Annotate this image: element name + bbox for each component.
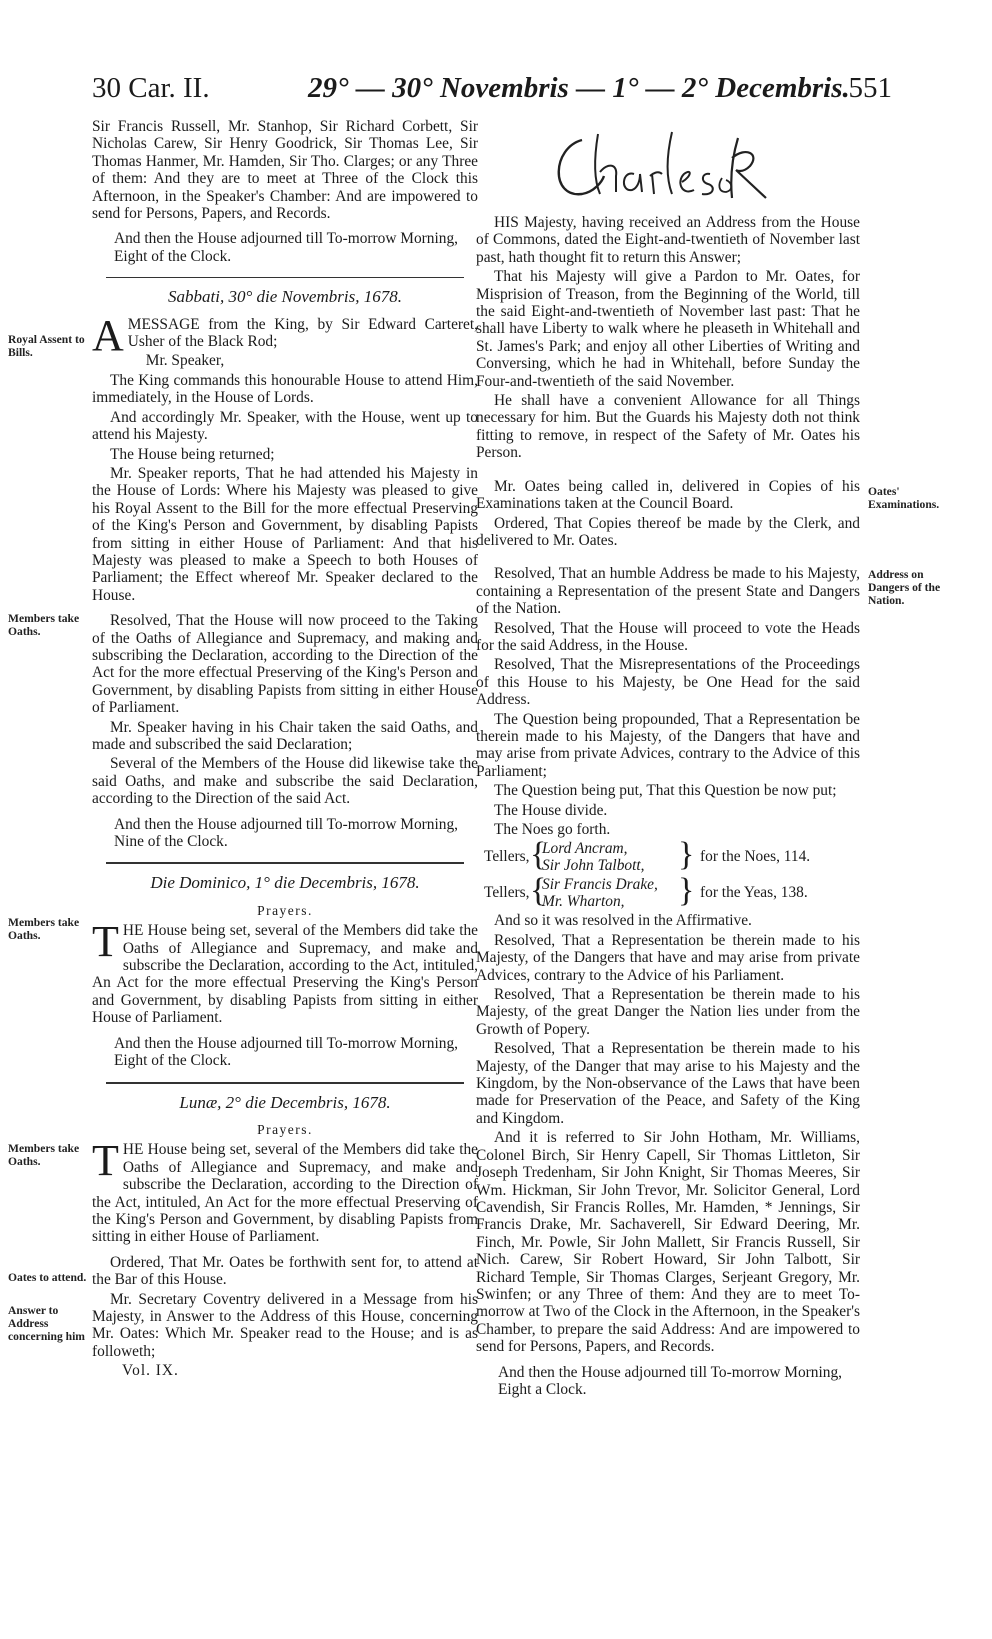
right-brace: } [678, 836, 695, 874]
paragraph: The Question being put, That this Question be now put; [494, 782, 837, 800]
adjournment: And then the House adjourned till To-morrow Morning, Eight of the Clock. [114, 230, 459, 265]
paragraph: Ordered, That Copies thereof be made by the Clerk, and delivered to Mr. Oates. [476, 514, 860, 549]
sitting-date: Sabbati, 30° die Novembris, 1678. [168, 287, 402, 307]
section-divider [106, 862, 464, 864]
left-brace: { [530, 836, 547, 874]
paragraph: Resolved, That a Representation be therein made to his Majesty, of the Dangers that have and may arise from private Advices, contrary to the Advice of his Parliament. [476, 931, 860, 984]
margin-note-members-oaths: Members take Oaths. [8, 916, 80, 942]
tellers-noes [476, 836, 860, 875]
drop-cap: A [92, 310, 124, 360]
sitting-date: Die Dominico, 1° die Decembris, 1678. [150, 873, 420, 893]
paragraph: That his Majesty will give a Pardon to Mr. Oates, for Misprision of Treason, from the Beginning of the World, till the said Eight-and-twentieth of November last past: That he shall have Liberty to walk where he pleaseth in Whitehall and St. James's Park; and enjoy all other Liberties of Writing and Conversing, which he had in Whitehall, before Sunday the Four-and-twentieth of the said November. [476, 268, 860, 390]
section-divider [106, 277, 464, 278]
prayers-heading: Prayers. [257, 902, 313, 918]
left-column [92, 118, 478, 1382]
teller-name: Lord Ancram, [542, 840, 628, 858]
teller-names [542, 840, 644, 874]
drop-cap: T [92, 917, 119, 967]
tellers-label: Tellers, [484, 848, 530, 866]
volume-signature: Vol. IX. [122, 1362, 179, 1380]
message-paragraph [92, 310, 478, 360]
page-header [92, 72, 892, 112]
tellers-yeas [476, 872, 860, 911]
house-set-paragraph [92, 917, 478, 1027]
paragraph: Mr. Speaker reports, That he had attended his Majesty in the House of Lords: Where his Majesty was pleased to give his Royal Assent to the Bill for the more effectual Preserving of the King's Person and Government, by disabling Papists from sitting in either House of Parliament: And that his Majesty was pleased to make a Speech to both Houses of Parliament; the Effect whereof Mr. Speaker declared to the House. [92, 464, 478, 604]
paragraph: Resolved, That an humble Address be made to his Majesty, containing a Representation of the present State and Dangers of the Nation. [476, 565, 860, 618]
house-set-paragraph [92, 1136, 478, 1246]
paragraph: And accordingly Mr. Speaker, with the House, went up to attend his Majesty. [92, 408, 478, 444]
right-column [476, 118, 860, 1406]
header-dates: 29° — 30° Novembris — 1° — 2° Decembris. [308, 72, 850, 104]
paragraph: The Noes go forth. [494, 821, 611, 838]
drop-cap: T [92, 1136, 119, 1186]
paragraph: Mr. Oates being called in, delivered in Copies of his Examinations taken at the Council Board. [476, 477, 860, 513]
margin-note-royal-assent: Royal Assent to Bills. [8, 333, 85, 359]
royal-signature [476, 118, 860, 214]
left-brace: { [530, 872, 547, 910]
paragraph: And it is referred to Sir John Hotham, Mr. Williams, Colonel Birch, Sir Henry Capell, Sir Thomas Littleton, Sir Joseph Tredenham, Sir John Knight, Sir Thomas Meeres, Sir Wm. Hickman, Sir John Trevor, Mr. Solicitor General, Lord Cavendish, Sir Francis Rolles, Mr. Hamden, * Jennings, Sir Francis Drake, Mr. Sachaverell, Sir Edward Deering, Mr. Finch, Mr. Powle, Sir John Mallett, Sir Francis Russell, Sir Nich. Carew, Sir Robert Howard, Sir John Talbott, Sir Richard Temple, Sir Thomas Clarges, Serjeant Gregory, Mr. Swinfen; or any Three of them: And they are to meet To-morrow at Two of the Clock in the Afternoon, in the Speaker's Chamber, to prepare the said Address: And are impowered to send for Persons, Papers, and Records. [476, 1129, 860, 1356]
paragraph: Mr. Speaker having in his Chair taken the said Oaths, and made and subscribed the said Declaration; [92, 718, 478, 753]
teller-names [542, 876, 658, 910]
paragraph: Resolved, That a Representation be therein made to his Majesty, of the Danger that may arise to his Majesty and the Kingdom, by the Non-observance of the Laws that have been made for Preservation of the Peace, and Safety of the King and Kingdom. [476, 1040, 860, 1127]
paragraph: He shall have a convenient Allowance for all Things necessary for him. But the Guards his Majesty doth not think fitting to remove, in respect of the Safety of Mr. Oates his Person. [476, 392, 860, 462]
paragraph: Mr. Speaker, [145, 352, 225, 370]
margin-note-members-oaths: Members take Oaths. [8, 612, 80, 638]
paragraph: The House divide. [494, 801, 608, 819]
section-divider [106, 1082, 464, 1084]
division-result: for the Noes, 114. [700, 848, 811, 866]
adjournment: And then the House adjourned till To-morrow Morning, Eight a Clock. [498, 1363, 843, 1398]
signature-charles-r [542, 118, 782, 210]
paragraph: Resolved, That the House will now proceed to the Taking of the Oaths of Allegiance and Supremacy, and making and subscribing the Declaration, according to the Direction of the Act for the more effectual Preserving of the King's Person and Government, by disabling Papists from sitting in either House of Parliament. [92, 612, 478, 717]
paragraph: Resolved, That the House will proceed to vote the Heads for the said Address, in the House. [476, 619, 860, 654]
margin-note-members-oaths: Members take Oaths. [8, 1142, 80, 1168]
paragraph: HE House being set, several of the Members did take the Oaths of Allegiance and Supremacy, and make and subscribe the Declaration, according to the Act, intituled, An Act for the more effectual Preserving the King's Person and Government, by disabling Papists from sitting in either House of Parliament. [92, 922, 478, 1027]
paragraph: HE House being set, several of the Members did take the Oaths of Allegiance and Supremacy, and make and subscribe the Declaration, according to the Direction of the Act, intituled, An Act for the more effectual Preserving of the King's Person and Government, by disabling Papists from sitting in either House of Parliament. [92, 1141, 478, 1246]
margin-note-answer-address: Answer to Address concerning him [8, 1304, 85, 1343]
adjournment: And then the House adjourned till To-morrow Morning, Nine of the Clock. [114, 815, 459, 851]
teller-name: Sir John Talbott, [542, 857, 645, 875]
paragraph: And so it was resolved in the Affirmative. [494, 912, 752, 930]
paragraph: The House being returned; [110, 445, 275, 463]
paragraph: The King commands this honourable House to attend Him, immediately, in the House of Lords. [92, 371, 478, 407]
margin-note-oates-attend: Oates to attend. [8, 1271, 87, 1284]
paragraph: Sir Francis Russell, Mr. Stanhop, Sir Richard Corbett, Sir Nicholas Carew, Sir Henry Goodrick, Sir Thomas Lee, Sir Thomas Hanmer, Mr. Hamden, Sir Tho. Clarges; or any Three of them: And they are to meet at Three of the Clock this Afternoon, in the Speaker's Chamber: And are impowered to send for Persons, Papers, and Records. [92, 118, 478, 223]
tellers-label: Tellers, [484, 884, 530, 902]
right-brace: } [678, 872, 695, 910]
margin-note-address-dangers: Address on Dangers of the Nation. [868, 568, 941, 607]
margin-note-oates-examinations: Oates' Examinations. [868, 485, 940, 511]
adjournment: And then the House adjourned till To-morrow Morning, Eight of the Clock. [114, 1034, 459, 1070]
paragraph: HIS Majesty, having received an Address from the House of Commons, dated the Eight-and-twentieth of November last past, hath thought fit to return this Answer; [476, 214, 860, 266]
teller-name: Mr. Wharton, [542, 893, 625, 911]
paragraph: Several of the Members of the House did likewise take the said Oaths, and make and subscribe the said Declaration, according to the Direction of the said Act. [92, 755, 478, 808]
paragraph: The Question being propounded, That a Representation be therein made to his Majesty, of the Dangers that have and may arise from private Advices, contrary to the Advice of this Parliament; [476, 710, 860, 780]
paragraph: Resolved, That a Representation be therein made to his Majesty, of the great Danger the Nation lies under from the Growth of Popery. [476, 986, 860, 1038]
page-number: 551 [848, 72, 892, 104]
paragraph: Ordered, That Mr. Oates be forthwith sent for, to attend at the Bar of this House. [92, 1253, 478, 1289]
paragraph: Mr. Secretary Coventry delivered in a Message from his Majesty, in Answer to the Address of this House, concerning Mr. Oates: Which Mr. Speaker read to the House; and is as followeth; [92, 1290, 478, 1360]
prayers-heading: Prayers. [257, 1121, 313, 1137]
division-result: for the Yeas, 138. [700, 884, 808, 902]
paragraph: MESSAGE from the King, by Sir Edward Carteret, Usher of the Black Rod; [127, 315, 478, 351]
regnal-year: 30 Car. II. [92, 72, 210, 104]
paragraph: Resolved, That the Misrepresentations of the Proceedings of this House to his Majesty, be One Head for the said Address. [476, 656, 860, 709]
sitting-date: Lunæ, 2° die Decembris, 1678. [179, 1092, 391, 1112]
teller-name: Sir Francis Drake, [542, 876, 658, 894]
